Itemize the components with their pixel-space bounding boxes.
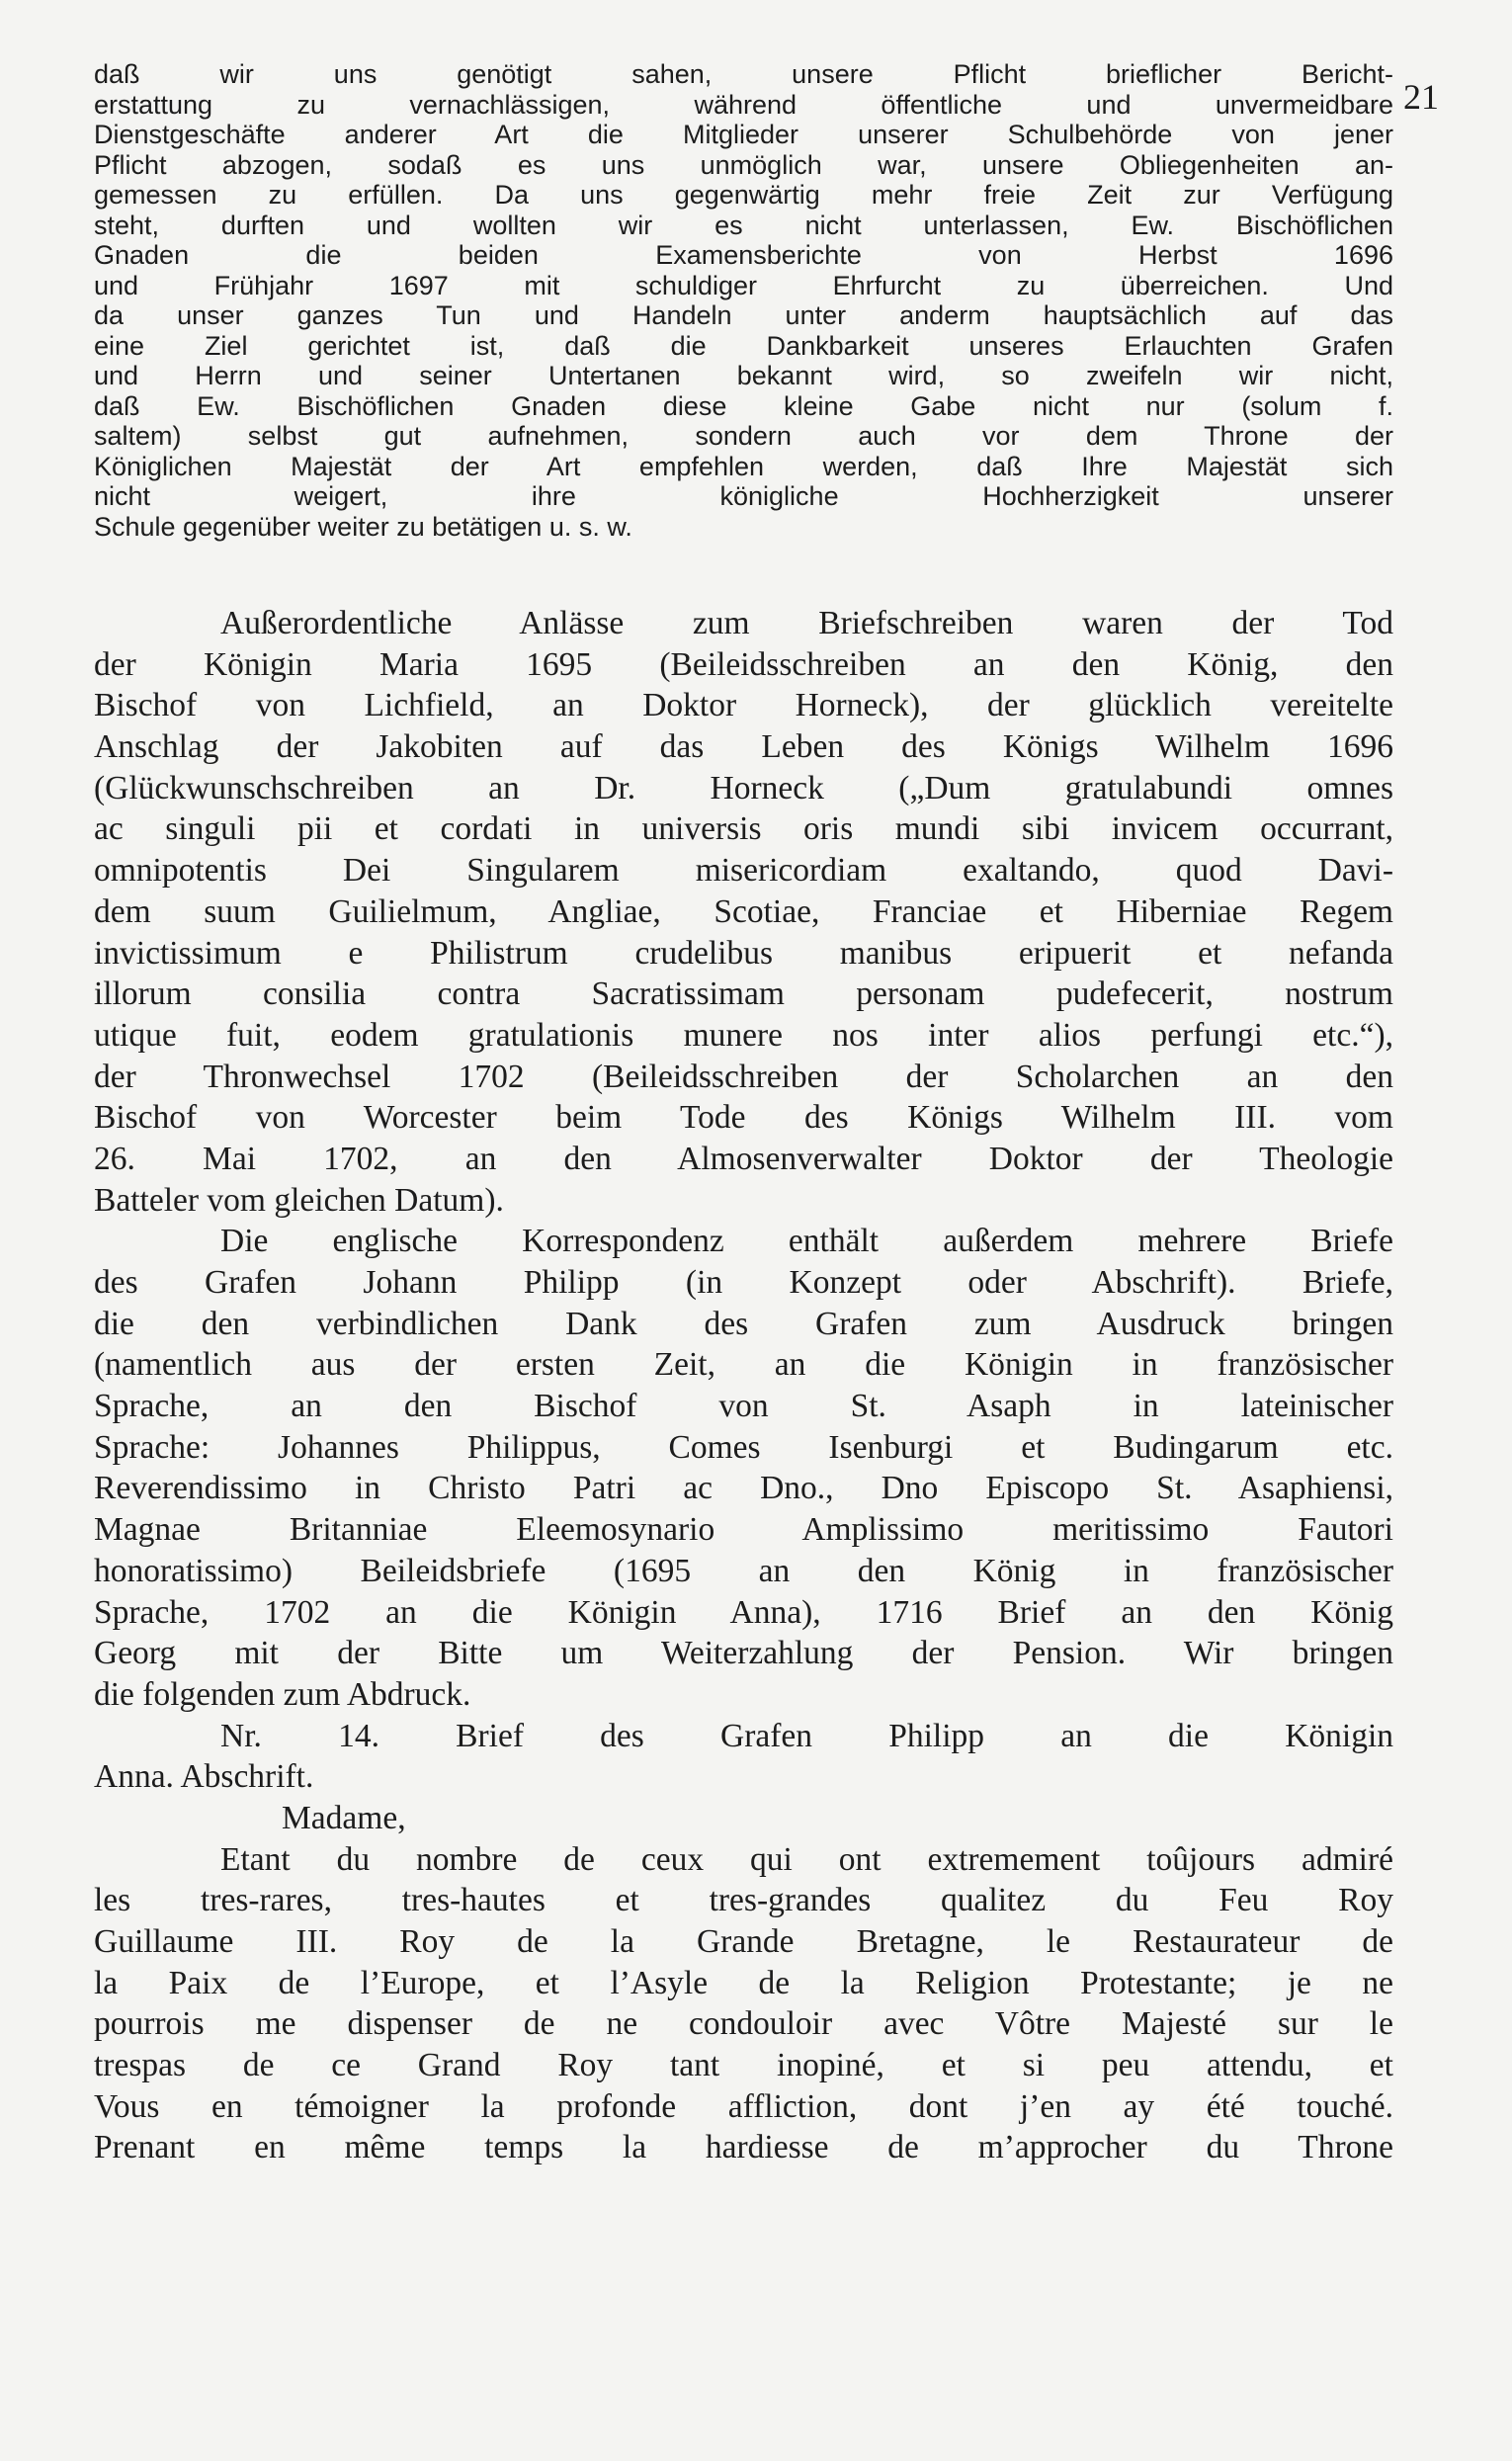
text-line: des Grafen Johann Philipp (in Konzept oder Abschrift). Briefe, — [94, 1264, 1393, 1301]
letter-salutation: Madame, — [282, 1799, 406, 1836]
letter-heading: Nr. 14. Brief des Grafen Philipp an die Königin — [220, 1717, 1393, 1754]
text-line: Sprache, 1702 an die Königin Anna), 1716 Brief an den König — [94, 1593, 1393, 1631]
text-line: der Thronwechsel 1702 (Beileidsschreiben der Scholarchen an den — [94, 1058, 1393, 1095]
text-line: Pflicht abzogen, sodaß es uns unmöglich war, unsere Obliegenheiten an- — [94, 149, 1393, 180]
text-line: honoratissimo) Beileidsbriefe (1695 an den König in französischer — [94, 1552, 1393, 1589]
text-line: illorum consilia contra Sacratissimam personam pudefecerit, nostrum — [94, 976, 1393, 1013]
text-line: Etant du nombre de ceux qui ont extremement toûjours admiré — [220, 1840, 1393, 1878]
text-line: Dienstgeschäfte anderer Art die Mitglieder unserer Schulbehörde von jener — [94, 120, 1393, 149]
text-line: Prenant en même temps la hardiesse de m’approcher du Throne — [94, 2129, 1393, 2166]
text-line: Reverendissimo in Christo Patri ac Dno., Dno Episcopo St. Asaphiensi, — [94, 1470, 1393, 1507]
text-line: Gnaden die beiden Examensberichte von Herbst 1696 — [94, 240, 1393, 270]
text-line: 26. Mai 1702, an den Almosenverwalter Doktor der Theologie — [94, 1140, 1393, 1177]
text-line: invictissimum e Philistrum crudelibus manibus eripuerit et nefanda — [94, 934, 1393, 972]
text-line: da unser ganzes Tun und Handeln unter anderm hauptsächlich auf das — [94, 300, 1393, 330]
text-line: daß Ew. Bischöflichen Gnaden diese kleine Gabe nicht nur (solum f. — [94, 390, 1393, 421]
text-line: Bischof von Lichfield, an Doktor Horneck), der glücklich vereitelte — [94, 687, 1393, 724]
text-line: dem suum Guilielmum, Angliae, Scotiae, Franciae et Hiberniae Regem — [94, 892, 1393, 930]
letter-heading: Anna. Abschrift. — [94, 1758, 314, 1796]
text-line: Batteler vom gleichen Datum). — [94, 1181, 504, 1219]
text-line: la Paix de l’Europe, et l’Asyle de la Religion Protestante; je ne — [94, 1964, 1393, 2001]
text-line: die folgenden zum Abdruck. — [94, 1675, 471, 1713]
text-line: Sprache, an den Bischof von St. Asaph in lateinischer — [94, 1388, 1393, 1425]
text-line: steht, durften und wollten wir es nicht unterlassen, Ew. Bischöflichen — [94, 210, 1393, 240]
text-line: Sprache: Johannes Philippus, Comes Isenburgi et Budingarum etc. — [94, 1428, 1393, 1466]
text-line: pourrois me dispenser de ne condouloir avec Vôtre Majesté sur le — [94, 2005, 1393, 2043]
text-line: utique fuit, eodem gratulationis munere nos inter alios perfungi etc.“), — [94, 1016, 1393, 1054]
text-line: Die englische Korrespondenz enthält außerdem mehrere Briefe — [220, 1223, 1393, 1260]
text-line: nicht weigert, ihre königliche Hochherzigkeit unserer — [94, 481, 1393, 511]
text-line: Vous en témoigner la profonde affliction, dont j’en ay été touché. — [94, 2087, 1393, 2125]
text-line: Schule gegenüber weiter zu betätigen u. s. w. — [94, 511, 632, 542]
text-line: eine Ziel gerichtet ist, daß die Dankbarkeit unseres Erlauchten Grafen — [94, 330, 1393, 361]
text-line: Georg mit der Bitte um Weiterzahlung der Pension. Wir bringen — [94, 1635, 1393, 1672]
body-text — [94, 603, 1393, 2168]
text-line: Anschlag der Jakobiten auf das Leben des Königs Wilhelm 1696 — [94, 728, 1393, 766]
text-line: Magnae Britanniae Eleemosynario Amplissimo meritissimo Fautori — [94, 1511, 1393, 1549]
page-number: 21 — [1403, 77, 1439, 117]
text-line: der Königin Maria 1695 (Beileidsschreiben an den König, den — [94, 645, 1393, 683]
text-line: erstattung zu vernachlässigen, während öffentliche und unvermeidbare — [94, 89, 1393, 120]
text-line: und Frühjahr 1697 mit schuldiger Ehrfurcht zu überreichen. Und — [94, 270, 1393, 300]
text-line: die den verbindlichen Dank des Grafen zum Ausdruck bringen — [94, 1305, 1393, 1342]
text-line: daß wir uns genötigt sahen, unsere Pflicht brieflicher Bericht- — [94, 59, 1393, 89]
text-line: und Herrn und seiner Untertanen bekannt wird, so zweifeln wir nicht, — [94, 361, 1393, 390]
text-line: Königlichen Majestät der Art empfehlen werden, daß Ihre Majestät sich — [94, 451, 1393, 481]
text-line: Bischof von Worcester beim Tode des Königs Wilhelm III. vom — [94, 1099, 1393, 1137]
text-line: les tres-rares, tres-hautes et tres-grandes qualitez du Feu Roy — [94, 1882, 1393, 1919]
text-line: gemessen zu erfüllen. Da uns gegenwärtig mehr freie Zeit zur Verfügung — [94, 180, 1393, 210]
text-line: Guillaume III. Roy de la Grande Bretagne, le Restaurateur de — [94, 1923, 1393, 1960]
report-paragraph — [94, 59, 1393, 542]
text-line: (namentlich aus der ersten Zeit, an die Königin in französischer — [94, 1346, 1393, 1384]
text-line: (Glückwunschschreiben an Dr. Horneck („Dum gratulabundi omnes — [94, 769, 1393, 806]
text-line: Außerordentliche Anlässe zum Briefschreiben waren der Tod — [220, 605, 1393, 641]
text-line: saltem) selbst gut aufnehmen, sondern auch vor dem Throne der — [94, 421, 1393, 451]
text-line: trespas de ce Grand Roy tant inopiné, et si peu attendu, et — [94, 2047, 1393, 2084]
text-line: ac singuli pii et cordati in universis oris mundi sibi invicem occurrant, — [94, 810, 1393, 848]
text-line: omnipotentis Dei Singularem misericordiam exaltando, quod Davi- — [94, 852, 1393, 890]
